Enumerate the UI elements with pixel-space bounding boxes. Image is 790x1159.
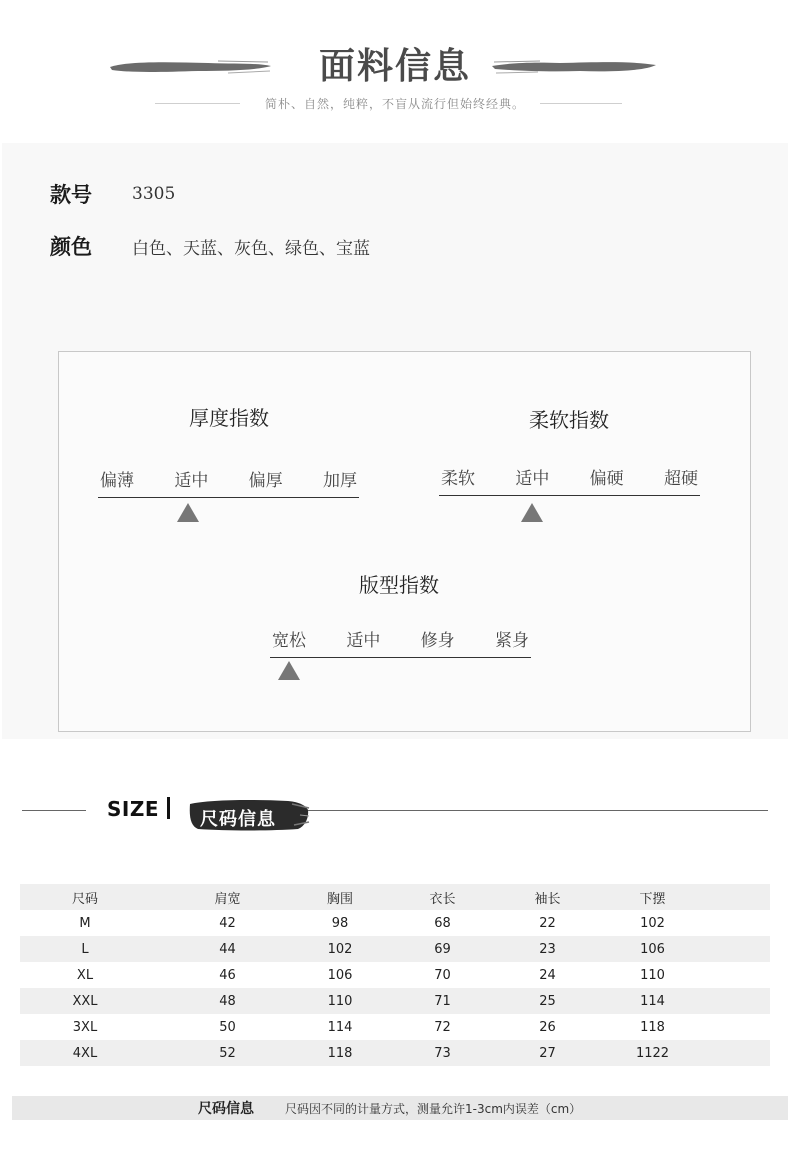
table-row [20,1040,770,1066]
softness-scale-line [439,495,700,496]
table-cell: 114 [640,993,665,1009]
table-cell: 110 [640,967,665,983]
thickness-scale [98,466,359,498]
table-header-cell: 肩宽 [214,891,241,907]
table-header-cell: 尺码 [71,891,98,907]
table-cell: 106 [327,967,353,983]
fit-option: 适中 [346,631,381,651]
table-cell: 48 [219,993,236,1009]
table-header-cell: 袖长 [534,891,561,907]
table-cell: 52 [219,1045,236,1061]
thickness-indicator-triangle-icon [177,503,199,522]
table-cell: 69 [434,941,451,957]
table-row [20,1014,770,1040]
table-cell: 44 [219,941,236,957]
table-cell: M [79,915,91,931]
fit-option: 宽松 [272,631,306,651]
table-header-cell: 胸围 [326,891,353,907]
table-cell: 22 [539,915,556,931]
table-cell: 71 [434,993,451,1009]
table-cell: 102 [640,915,665,931]
table-cell: XL [76,967,94,983]
table-cell: 73 [434,1045,451,1061]
color-label: 颜色 [50,235,92,259]
table-cell: 114 [327,1019,353,1035]
fabric-info-section [2,143,788,739]
thickness-option: 偏厚 [248,471,283,491]
table-header-row [20,884,770,910]
page-subtitle: 简朴、自然，纯粹，不盲从流行但始终经典。 [264,97,525,111]
size-heading-separator [167,797,170,819]
color-row [50,231,370,261]
table-cell: 25 [539,993,556,1009]
page-title: 面料信息 [318,45,471,87]
thickness-option: 加厚 [322,471,357,491]
size-divider-left [22,810,86,811]
fit-indicator-triangle-icon [278,661,300,680]
style-number-label: 款号 [50,183,92,207]
table-cell: 42 [219,915,236,931]
table-cell: 26 [539,1019,556,1035]
table-header-cell: 下摆 [639,891,666,907]
thickness-scale-line [98,497,359,498]
softness-index-title: 柔软指数 [529,408,609,432]
fit-option: 修身 [420,631,455,651]
size-note-label: 尺码信息 [198,1101,254,1117]
table-header-cell: 衣长 [429,891,456,907]
table-cell: 118 [640,1019,665,1035]
table-row [20,936,770,962]
table-cell: 118 [327,1045,353,1061]
table-cell: 46 [219,967,236,983]
softness-option: 适中 [515,469,550,489]
table-cell: 50 [219,1019,236,1035]
table-cell: 23 [539,941,556,957]
table-row [20,910,770,936]
table-cell: 98 [331,915,349,931]
table-cell: 110 [327,993,353,1009]
table-cell: 68 [434,915,451,931]
table-cell: 1122 [635,1045,670,1061]
thickness-option: 适中 [174,471,209,491]
fit-option: 紧身 [494,631,529,651]
table-row [20,988,770,1014]
size-table [20,884,770,1066]
softness-option: 柔软 [441,469,475,489]
softness-scale [439,464,700,496]
table-cell: 72 [434,1019,451,1035]
softness-indicator-triangle-icon [521,503,543,522]
table-cell: 27 [539,1045,556,1061]
table-cell: 70 [434,967,451,983]
table-cell: XXL [72,993,98,1009]
table-cell: 4XL [72,1045,98,1061]
softness-option: 超硬 [663,469,698,489]
page-header [0,0,790,140]
table-cell: 106 [640,941,665,957]
thickness-option: 偏薄 [100,471,134,491]
table-row [20,962,770,988]
size-note-bar [12,1096,788,1120]
table-cell: 24 [539,967,556,983]
softness-option: 偏硬 [589,469,624,489]
style-number-row [50,179,175,209]
table-cell: 3XL [72,1019,98,1035]
thickness-index-title: 厚度指数 [189,406,269,430]
fit-index-title: 版型指数 [359,573,439,597]
index-panel [58,351,751,732]
table-cell: L [81,941,89,957]
table-cell: 102 [327,941,353,957]
size-divider-right [308,810,768,811]
fit-scale [270,626,531,658]
size-heading-en: SIZE [107,797,160,821]
style-number-value: 3305 [132,184,176,204]
color-value: 白色、天蓝、灰色、绿色、宝蓝 [132,238,370,259]
size-heading-cn: 尺码信息 [200,809,276,830]
fit-scale-line [270,657,531,658]
size-note-text: 尺码因不同的计量方式，测量允许1-3cm内误差（cm） [285,1101,582,1116]
